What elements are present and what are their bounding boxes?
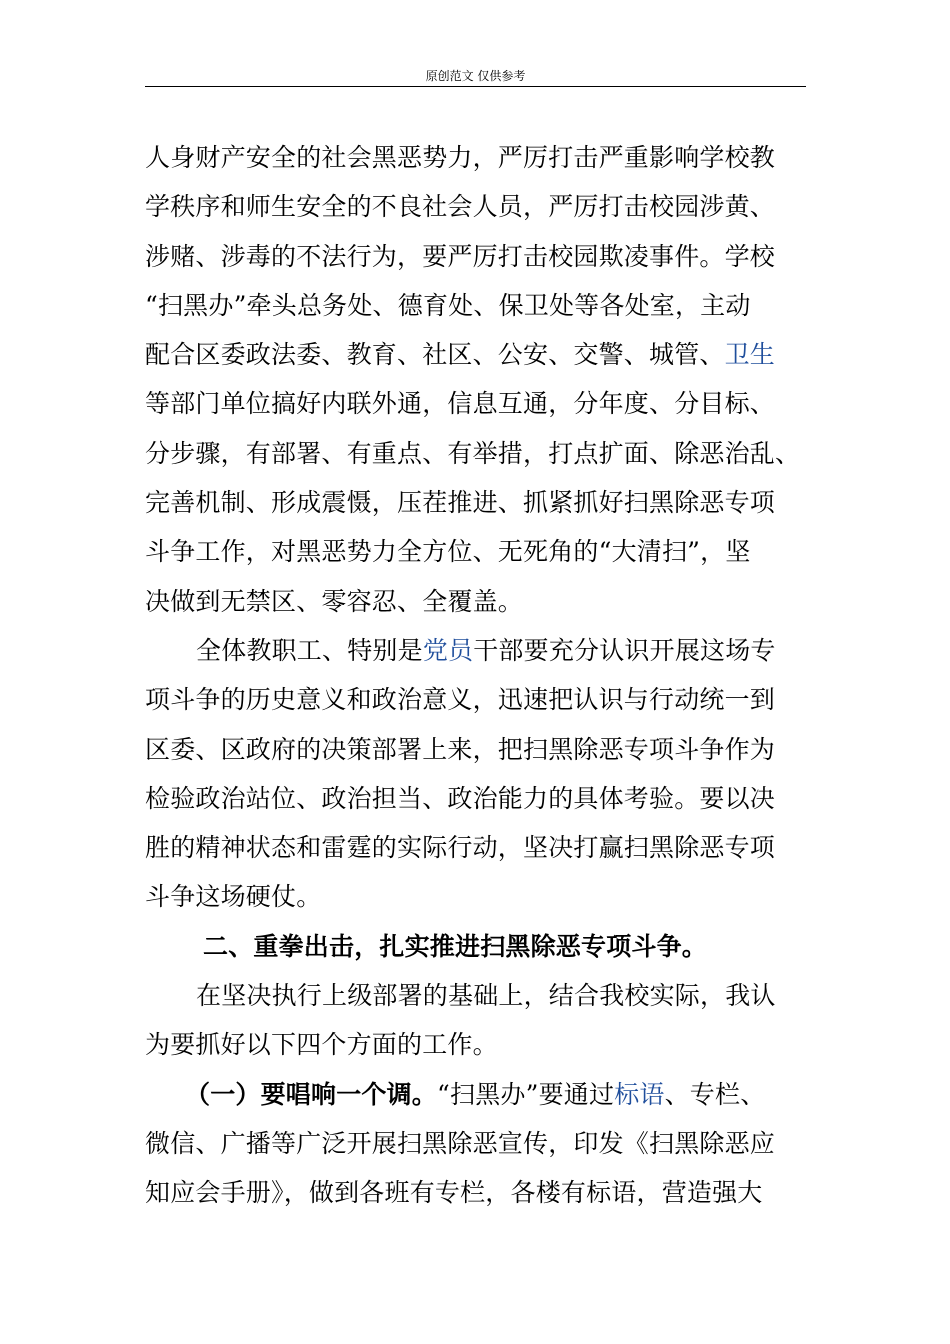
body-line: 学秩序和师生安全的不良社会人员，严厉打击校园涉黄、 (145, 192, 776, 222)
body-text: 、专栏、 (664, 1079, 766, 1109)
body-line: 斗争工作，对黑恶势力全方位、无死角的“大清扫”，坚 (145, 537, 751, 567)
body-line: 等部门单位搞好内联外通，信息互通，分年度、分目标、 (145, 389, 776, 419)
link-biaoyu[interactable]: 标语 (614, 1079, 665, 1109)
subsection-heading: （一）要唱响一个调。 (185, 1079, 438, 1109)
page-header: 原创范文 仅供参考 (425, 69, 526, 83)
body-line: 涉赌、涉毒的不法行为，要严厉打击校园欺凌事件。学校 (145, 241, 776, 271)
body-text: 干部要充分认识开展这场专 (473, 635, 776, 665)
section-heading: 二、重拳出击，扎实推进扫黑除恶专项斗争。 (203, 931, 708, 961)
body-line: “扫黑办”牵头总务处、德育处、保卫处等各处室，主动 (145, 290, 751, 320)
body-line: 人身财产安全的社会黑恶势力，严厉打击严重影响学校教 (145, 143, 776, 172)
body-line: 检验政治站位、政治担当、政治能力的具体考验。要以决 (145, 783, 776, 813)
body-line: 知应会手册》，做到各班有专栏，各楼有标语，营造强大 (145, 1178, 763, 1208)
body-line: 完善机制、形成震慑，压茬推进、抓紧抓好扫黑除恶专项 (145, 488, 776, 518)
link-dangyuan[interactable]: 党员 (422, 635, 474, 665)
header-rule (145, 86, 806, 87)
body-line: 为要抓好以下四个方面的工作。 (145, 1030, 498, 1060)
body-line: 分步骤，有部署、有重点、有举措，打点扩面、除恶治乱、 (145, 438, 801, 468)
link-weisheng[interactable]: 卫生 (724, 340, 776, 370)
body-line: 微信、广播等广泛开展扫黑除恶宣传，印发《扫黑除恶应 (145, 1128, 776, 1158)
body-text: 全体教职工、特别是 (196, 635, 423, 665)
paragraph-start: 在坚决执行上级部署的基础上，结合我校实际，我认 (196, 981, 776, 1011)
body-line: 项斗争的历史意义和政治意义，迅速把认识与行动统一到 (145, 685, 776, 715)
subsection-line (145, 1070, 806, 1119)
body-line (145, 330, 806, 379)
body-line: 斗争这场硬仗。 (145, 882, 322, 912)
paragraph-start (145, 626, 806, 675)
body-line: 胜的精神状态和雷霆的实际行动，坚决打赢扫黑除恶专项 (145, 833, 776, 863)
body-text: 配合区委政法委、教育、社区、公安、交警、城管、 (145, 340, 725, 370)
document-body (145, 133, 806, 1218)
body-line: 区委、区政府的决策部署上来，把扫黑除恶专项斗争作为 (145, 734, 776, 764)
body-line: 决做到无禁区、零容忍、全覆盖。 (145, 586, 524, 616)
body-text: “扫黑办”要通过 (437, 1079, 615, 1109)
